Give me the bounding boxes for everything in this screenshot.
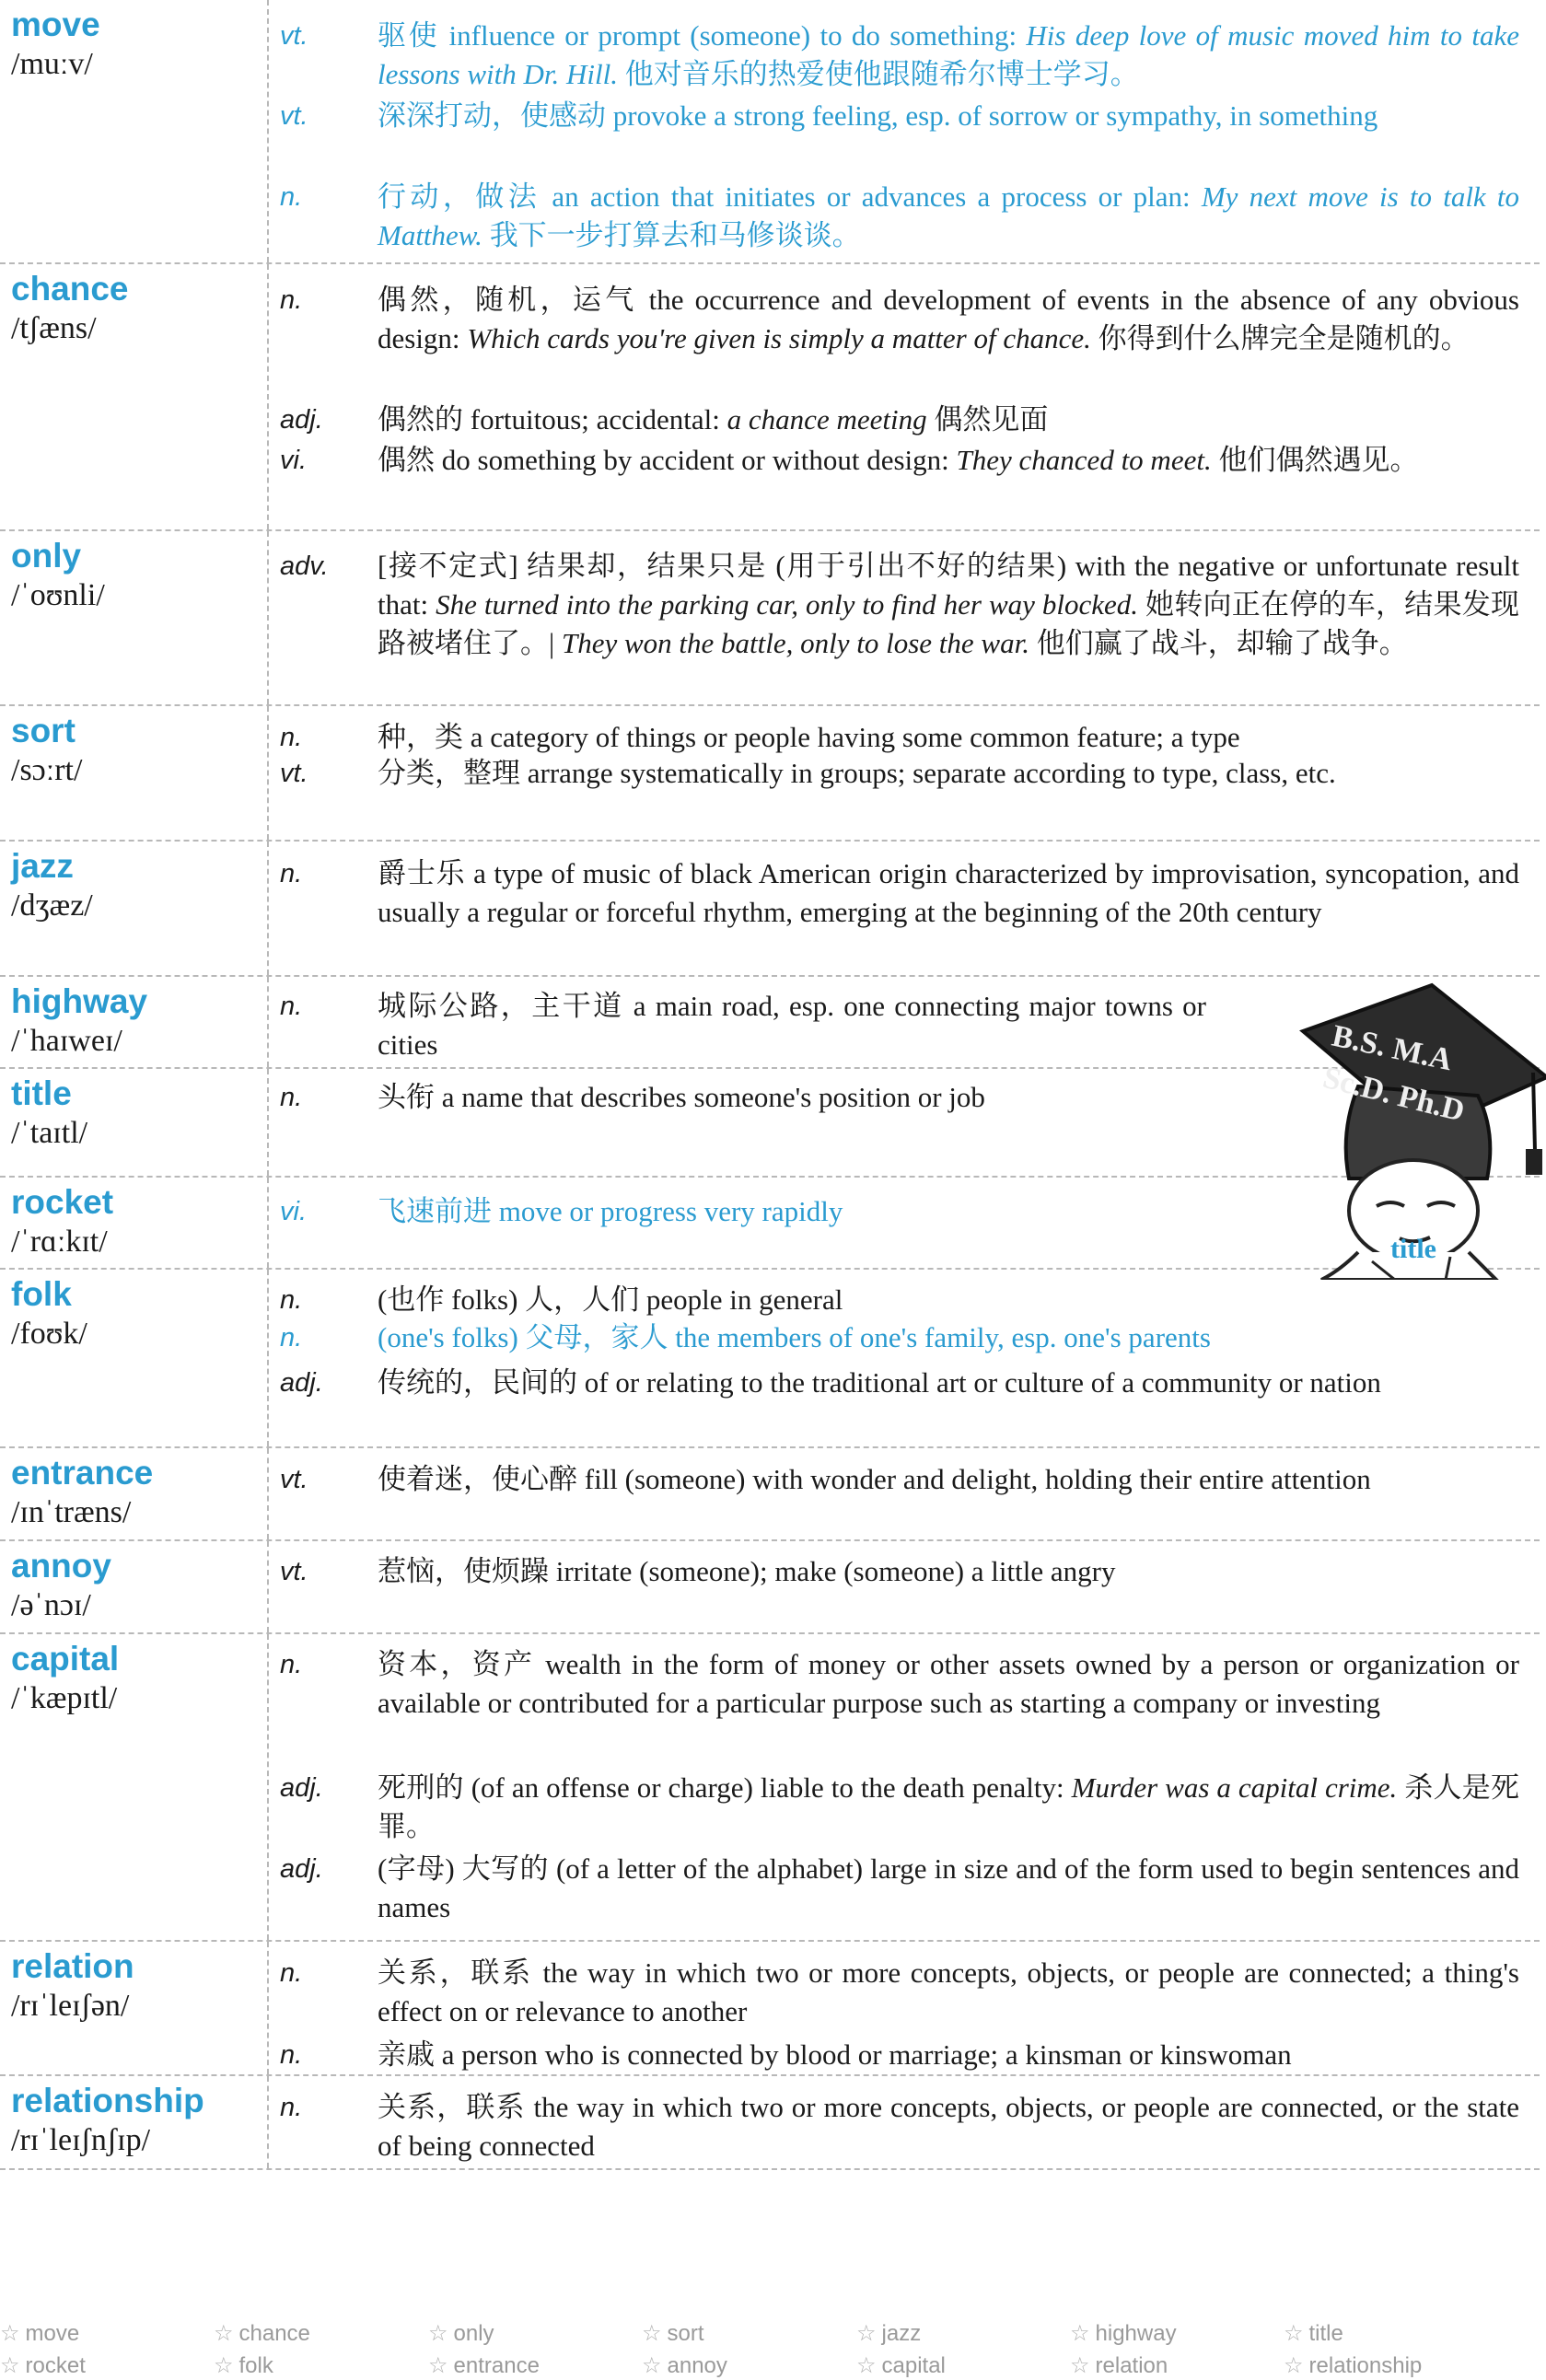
headword: only — [11, 537, 82, 575]
definition-text: 头衔 a name that describes someone's position or job — [378, 1081, 985, 1113]
star-icon: ☆ — [428, 2353, 448, 2378]
phonetic: /tʃæns/ — [11, 311, 97, 345]
star-icon: ☆ — [1284, 2353, 1304, 2378]
footer-word-sort[interactable] — [642, 2320, 704, 2348]
entry-sort — [0, 706, 1540, 842]
entry-capital — [0, 1634, 1540, 1942]
headword-column — [0, 1942, 269, 2074]
headword: title — [11, 1074, 72, 1112]
definition-text: 杀人是死罪。 — [378, 1771, 1520, 1842]
footer-word-folk[interactable] — [214, 2352, 273, 2380]
definition-text: 惹恼，使烦躁 irritate (someone); make (someone) a little angry — [378, 1555, 1116, 1587]
headword-column — [0, 842, 269, 975]
headword-column — [0, 0, 269, 262]
footer-word-title[interactable] — [1284, 2320, 1343, 2348]
phonetic: /muːv/ — [11, 47, 93, 81]
definition-text: 他们偶然遇见。 — [1211, 444, 1419, 476]
star-icon: ☆ — [428, 2321, 448, 2346]
definition-text: 她转向正在停的车，结果发现路被堵住了。| — [378, 588, 1519, 659]
footer-word-relationship[interactable] — [1284, 2352, 1422, 2380]
headword: relationship — [11, 2082, 204, 2119]
hat-text-degrees-1: B.S. M.A — [1329, 1018, 1456, 1078]
part-of-speech: adv. — [280, 551, 329, 581]
part-of-speech: n. — [280, 1083, 303, 1112]
star-icon: ☆ — [1070, 2353, 1090, 2378]
part-of-speech: n. — [280, 1285, 303, 1315]
headword: rocket — [11, 1183, 114, 1221]
part-of-speech: vt. — [280, 1465, 308, 1494]
footer-word-label: only — [453, 2321, 494, 2346]
headword-column — [0, 1448, 269, 1539]
definition — [378, 1850, 1519, 1927]
definition-text: 深深打动，使感动 provoke a strong feeling, esp. of sorrow or sympathy, in something — [378, 99, 1378, 132]
entry-move — [0, 0, 1540, 264]
phonetic: /ˈoʊnli/ — [11, 578, 105, 612]
part-of-speech: adj. — [280, 405, 323, 435]
headword-column — [0, 706, 269, 840]
definition — [378, 1281, 1519, 1319]
definition — [378, 441, 1519, 480]
part-of-speech: adj. — [280, 1368, 323, 1398]
phonetic: /foʊk/ — [11, 1317, 87, 1351]
star-icon: ☆ — [856, 2353, 877, 2378]
footer-word-chance[interactable] — [214, 2320, 310, 2348]
headword-column — [0, 1270, 269, 1446]
headword: highway — [11, 982, 148, 1020]
definition-text: [接不定式] 结果却，结果只是 (用于引出不好的结果) with the negative or unfortunate result that: — [378, 550, 1519, 621]
part-of-speech: vi. — [280, 446, 307, 475]
star-icon: ☆ — [214, 2353, 234, 2378]
footer-word-move[interactable] — [0, 2320, 79, 2348]
part-of-speech: vt. — [280, 21, 308, 51]
part-of-speech: n. — [280, 182, 303, 212]
definition — [378, 1769, 1519, 1846]
definition-text: (one's folks) 父母，家人 the members of one's family, esp. one's parents — [378, 1321, 1211, 1353]
star-icon: ☆ — [856, 2321, 877, 2346]
definition — [378, 17, 1519, 94]
definition-text: 行动，做法 an action that initiates or advances a process or plan: — [378, 180, 1202, 213]
definition-text: 关系，联系 the way in which two or more concepts, objects, or people are connected, or the state of being connected — [378, 2091, 1519, 2162]
definition-text: 种，类 a category of things or people having some common feature; a type — [378, 721, 1240, 753]
definition — [378, 1078, 1206, 1117]
part-of-speech: vt. — [280, 759, 308, 788]
definition — [378, 854, 1519, 932]
definition — [378, 1364, 1519, 1402]
example-sentence: My next move is to talk to Matthew. — [378, 180, 1519, 251]
definition-text: 偶然，随机，运气 the occurrence and development of events in the absence of any obvious design: — [378, 284, 1519, 354]
phonetic: /əˈnɔɪ/ — [11, 1588, 91, 1622]
example-sentence: Murder was a capital crime. — [1071, 1771, 1398, 1804]
part-of-speech: n. — [280, 1650, 303, 1679]
example-sentence: Which cards you're given is simply a matter of chance. — [467, 322, 1091, 354]
headword: capital — [11, 1640, 120, 1678]
definition-text: 死刑的 (of an offense or charge) liable to the death penalty: — [378, 1771, 1072, 1804]
part-of-speech: adj. — [280, 1854, 323, 1884]
phonetic: /ˈkæpɪtl/ — [11, 1681, 118, 1715]
entry-annoy — [0, 1541, 1540, 1634]
definition — [378, 1645, 1519, 1723]
footer-word-label: jazz — [881, 2321, 922, 2346]
definition — [378, 1192, 1206, 1231]
definition-text: 关系，联系 the way in which two or more concepts, objects, or people are connected; a thing's effect on or relevance to another — [378, 1956, 1519, 2027]
footer-word-label: relationship — [1308, 2353, 1423, 2378]
footer-word-highway[interactable] — [1070, 2320, 1177, 2348]
footer-word-label: entrance — [453, 2353, 540, 2378]
part-of-speech: n. — [280, 285, 303, 315]
definition-text: 城际公路，主干道 a main road, esp. one connecting major towns or cities — [378, 990, 1206, 1061]
definition-text: 传统的，民间的 of or relating to the traditional art or culture of a community or nation — [378, 1366, 1381, 1399]
headword: sort — [11, 712, 76, 749]
phonetic: /rɪˈleɪʃnʃɪp/ — [11, 2123, 151, 2157]
definition-text: (也作 folks) 人，人们 people in general — [378, 1283, 843, 1316]
headword-column — [0, 1541, 269, 1632]
footer-word-label: folk — [238, 2353, 273, 2378]
footer-word-rocket[interactable] — [0, 2352, 86, 2380]
part-of-speech: n. — [280, 859, 303, 888]
definition-text: 他们赢了战斗，却输了战争。 — [1029, 627, 1408, 659]
phonetic: /dʒæz/ — [11, 888, 93, 923]
definition-text: 他对音乐的热爱使他跟随希尔博士学习。 — [617, 58, 1139, 90]
headword: move — [11, 6, 100, 43]
headword: jazz — [11, 847, 74, 885]
entry-jazz — [0, 842, 1540, 977]
headword-column — [0, 2076, 269, 2168]
definition — [378, 1318, 1519, 1357]
definition-text: 偶然的 fortuitous; accidental: — [378, 403, 727, 435]
definition — [378, 281, 1519, 358]
headword: chance — [11, 270, 129, 308]
footer-word-label: title — [1308, 2321, 1343, 2346]
illustration-caption: title — [1390, 1234, 1436, 1264]
footer-word-entrance[interactable] — [428, 2352, 540, 2380]
definition-text: 你得到什么牌完全是随机的。 — [1090, 322, 1470, 354]
footer-word-label: relation — [1095, 2353, 1168, 2378]
definition — [378, 401, 1519, 439]
definition-text: 偶然见面 — [926, 403, 1049, 435]
phonetic: /ˈrɑːkɪt/ — [11, 1225, 108, 1259]
definition — [378, 1460, 1519, 1499]
footer-word-jazz[interactable] — [856, 2320, 921, 2348]
entry-entrance — [0, 1448, 1540, 1541]
star-icon: ☆ — [642, 2353, 662, 2378]
definition-text: 亲戚 a person who is connected by blood or marriage; a kinsman or kinswoman — [378, 2038, 1292, 2071]
part-of-speech: n. — [280, 1958, 303, 1988]
headword: folk — [11, 1275, 72, 1313]
part-of-speech: n. — [280, 723, 303, 752]
footer-word-label: move — [25, 2321, 80, 2346]
headword-column — [0, 264, 269, 529]
entry-folk — [0, 1270, 1540, 1448]
headword-column — [0, 1634, 269, 1940]
entry-relationship — [0, 2076, 1540, 2170]
definition-text: 驱使 influence or prompt (someone) to do something: — [378, 19, 1027, 52]
footer-word-label: highway — [1095, 2321, 1177, 2346]
entry-only — [0, 531, 1540, 706]
definition — [378, 97, 1519, 135]
phonetic: /ɪnˈtræns/ — [11, 1495, 132, 1529]
footer-word-label: chance — [238, 2321, 310, 2346]
hat-text-degrees-2: Sc.D. Ph.D — [1319, 1060, 1469, 1129]
part-of-speech: vt. — [280, 101, 308, 131]
definition-text: 资本，资产 wealth in the form of money or other assets owned by a person or organization or available or contributed for a particular purpose such as starting a company or investing — [378, 1648, 1519, 1719]
footer-word-relation[interactable] — [1070, 2352, 1168, 2380]
headword: entrance — [11, 1454, 154, 1492]
definition-text: 我下一步打算去和马修谈谈。 — [482, 219, 861, 251]
footer-word-label: annoy — [667, 2353, 727, 2378]
headword-column — [0, 977, 269, 1067]
definition-text: 偶然 do something by accident or without design: — [378, 444, 957, 476]
star-icon: ☆ — [1070, 2321, 1090, 2346]
example-sentence: a chance meeting — [727, 403, 927, 435]
footer-word-capital[interactable] — [856, 2352, 946, 2380]
definition — [378, 1954, 1519, 2031]
definition — [378, 754, 1519, 793]
star-icon: ☆ — [642, 2321, 662, 2346]
definition-text: 使着迷，使心醉 fill (someone) with wonder and delight, holding their entire attention — [378, 1463, 1371, 1495]
phonetic: /rɪˈleɪʃən/ — [11, 1989, 130, 2023]
footer-word-only[interactable] — [428, 2320, 494, 2348]
footer-word-annoy[interactable] — [642, 2352, 727, 2380]
part-of-speech: n. — [280, 1323, 303, 1353]
star-icon: ☆ — [0, 2321, 20, 2346]
definition — [378, 547, 1519, 663]
graduate-cap-icon — [1303, 985, 1546, 1178]
definition — [378, 178, 1519, 255]
part-of-speech: n. — [280, 2093, 303, 2122]
definition — [378, 987, 1206, 1064]
entry-chance — [0, 264, 1540, 531]
definition — [378, 2088, 1519, 2165]
star-icon: ☆ — [0, 2353, 20, 2378]
part-of-speech: n. — [280, 992, 303, 1021]
footer-word-label: sort — [667, 2321, 704, 2346]
phonetic: /ˈhaɪweɪ/ — [11, 1024, 122, 1058]
example-sentence: They chanced to meet. — [956, 444, 1212, 476]
entry-relation — [0, 1942, 1540, 2076]
headword: annoy — [11, 1547, 111, 1585]
example-sentence: She turned into the parking car, only to find her way blocked. — [436, 588, 1139, 621]
headword-column — [0, 1178, 269, 1268]
footer-word-label: capital — [881, 2353, 946, 2378]
definition-text: 飞速前进 move or progress very rapidly — [378, 1195, 843, 1227]
phonetic: /sɔːrt/ — [11, 753, 83, 787]
part-of-speech: adj. — [280, 1773, 323, 1803]
definition-text: 分类，整理 arrange systematically in groups; separate according to type, class, etc. — [378, 757, 1336, 789]
phonetic: /ˈtaɪtl/ — [11, 1116, 88, 1150]
part-of-speech: vi. — [280, 1197, 307, 1226]
footer-word-label: rocket — [25, 2353, 86, 2378]
definition — [378, 2036, 1519, 2074]
part-of-speech: n. — [280, 2040, 303, 2070]
part-of-speech: vt. — [280, 1557, 308, 1586]
definition-text: (字母) 大写的 (of a letter of the alphabet) large in size and of the form used to begin sentences and names — [378, 1852, 1519, 1923]
headword-column — [0, 531, 269, 704]
star-icon: ☆ — [214, 2321, 234, 2346]
definition — [378, 1552, 1519, 1591]
example-sentence: They won the battle, only to lose the war. — [561, 627, 1029, 659]
example-sentence: His deep love of music moved him to take lessons with Dr. Hill. — [378, 19, 1519, 90]
definition-text: 爵士乐 a type of music of black American origin characterized by improvisation, syncopation, and usually a regular or forceful rhythm, emerging at the beginning of the 20th century — [378, 857, 1519, 928]
definition — [378, 718, 1519, 757]
headword-column — [0, 1069, 269, 1176]
headword: relation — [11, 1947, 134, 1985]
star-icon: ☆ — [1284, 2321, 1304, 2346]
